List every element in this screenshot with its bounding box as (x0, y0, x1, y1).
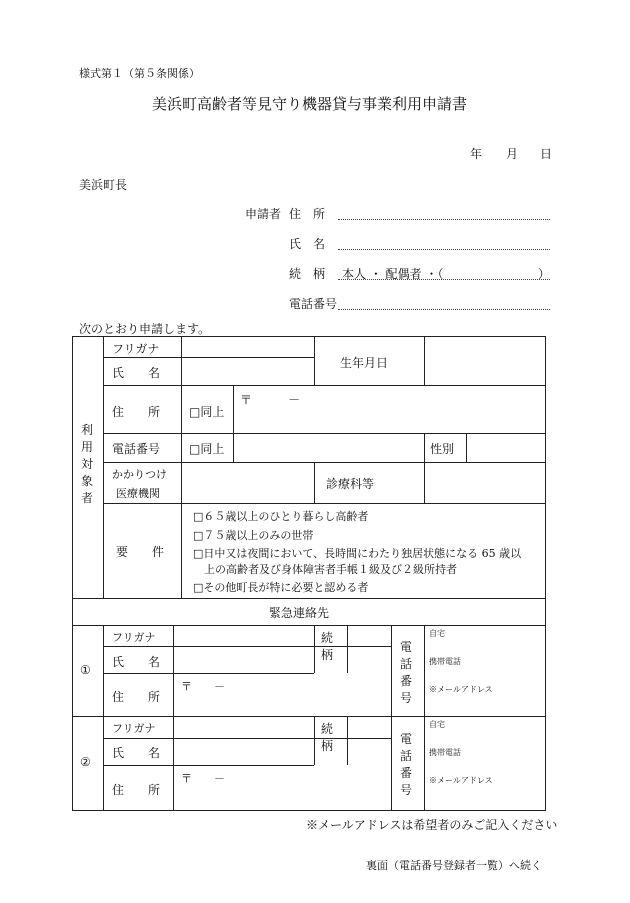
applicant-name-label: 氏 名 (289, 237, 326, 251)
user-department-label: 診療科等 (326, 477, 375, 491)
user-name-label: 氏 名 (112, 366, 161, 380)
applicant-relation-field[interactable] (338, 279, 550, 280)
user-side-label: 利用対象者 (80, 423, 93, 505)
contact-1-name-label: 氏 名 (112, 655, 161, 669)
contact-2-postal[interactable]: 〒 － (181, 772, 225, 785)
requirement-checkbox[interactable]: □７５歳以上のみの世帯 (193, 529, 314, 542)
contact-1-email-label: ※メールアドレス (429, 685, 493, 694)
form-number: 様式第１（第５条関係） (79, 67, 200, 80)
contact-1-relation-label: 続柄 (320, 631, 333, 662)
contact-2-number: ② (80, 755, 91, 769)
contact-1-address-label: 住 所 (112, 690, 161, 704)
applicant-relation-options[interactable]: 本人 ・ 配偶者 ・（ (342, 267, 444, 281)
contact-2-mobile-label: 携帯電話 (429, 748, 461, 757)
contact-2-relation-label: 続柄 (320, 722, 333, 753)
contact-1-postal[interactable]: 〒 － (181, 680, 225, 693)
user-address-label: 住 所 (112, 405, 161, 419)
user-requirements-label: 要 件 (116, 545, 165, 559)
addressee: 美浜町長 (79, 178, 128, 192)
requirement-checkbox[interactable]: □その他町長が特に必要と認める者 (193, 581, 369, 594)
user-phone-same-checkbox[interactable]: □同上 (189, 442, 225, 456)
user-clinic-label-1: かかりつけ (112, 468, 167, 481)
date-day: 日 (540, 147, 553, 161)
contact-1-mobile-label: 携帯電話 (429, 657, 461, 666)
user-address-same-checkbox[interactable]: □同上 (189, 405, 225, 419)
date-month: 月 (506, 147, 519, 161)
applicant-phone-label: 電話番号 (289, 297, 338, 311)
applicant-relation-label: 続 柄 (289, 267, 326, 281)
contact-2-phone-label: 電話番号 (399, 732, 412, 797)
applicant-address-label: 住 所 (289, 207, 326, 221)
user-birthdate-label: 生年月日 (340, 356, 389, 370)
requirement-continuation: 上の高齢者及び身体障害者手帳１級及び２級所持者 (193, 563, 457, 576)
user-furigana-label: フリガナ (112, 342, 160, 356)
email-note: ※メールアドレスは希望者のみご記入ください (306, 818, 558, 832)
applicant-relation-close: ） (538, 267, 551, 281)
applicant-address-field[interactable] (338, 219, 550, 220)
contact-2-email-label: ※メールアドレス (429, 776, 493, 785)
contact-2-furigana-label: フリガナ (112, 722, 156, 735)
contact-2-name-label: 氏 名 (112, 746, 161, 760)
continued-note: 裏面（電話番号登録者一覧）へ続く (366, 859, 542, 872)
applicant-phone-field[interactable] (338, 309, 550, 310)
user-clinic-label-2: 医療機関 (116, 487, 160, 500)
page-title: 美浜町高齢者等見守り機器貸与事業利用申請書 (152, 95, 468, 113)
user-postal-code[interactable]: 〒 － (240, 393, 301, 407)
contact-1-home-label: 自宅 (429, 629, 445, 638)
contact-2-address-label: 住 所 (112, 783, 161, 797)
emergency-title: 緊急連絡先 (269, 606, 330, 620)
requirement-checkbox[interactable]: □日中又は夜間において、長時間にわたり独居状態になる 65 歳以 (193, 547, 522, 560)
applicant-label: 申請者 (245, 207, 282, 221)
user-gender-label: 性別 (430, 442, 455, 456)
contact-1-number: ① (80, 663, 91, 677)
requirement-checkbox[interactable]: □６５歳以上のひとり暮らし高齢者 (193, 510, 369, 523)
contact-1-furigana-label: フリガナ (112, 631, 156, 644)
contact-2-home-label: 自宅 (429, 720, 445, 729)
intro-text: 次のとおり申請します。 (79, 322, 211, 336)
date-year: 年 (470, 147, 483, 161)
contact-1-phone-label: 電話番号 (399, 640, 412, 705)
applicant-name-field[interactable] (338, 249, 550, 250)
user-phone-label: 電話番号 (112, 442, 161, 456)
